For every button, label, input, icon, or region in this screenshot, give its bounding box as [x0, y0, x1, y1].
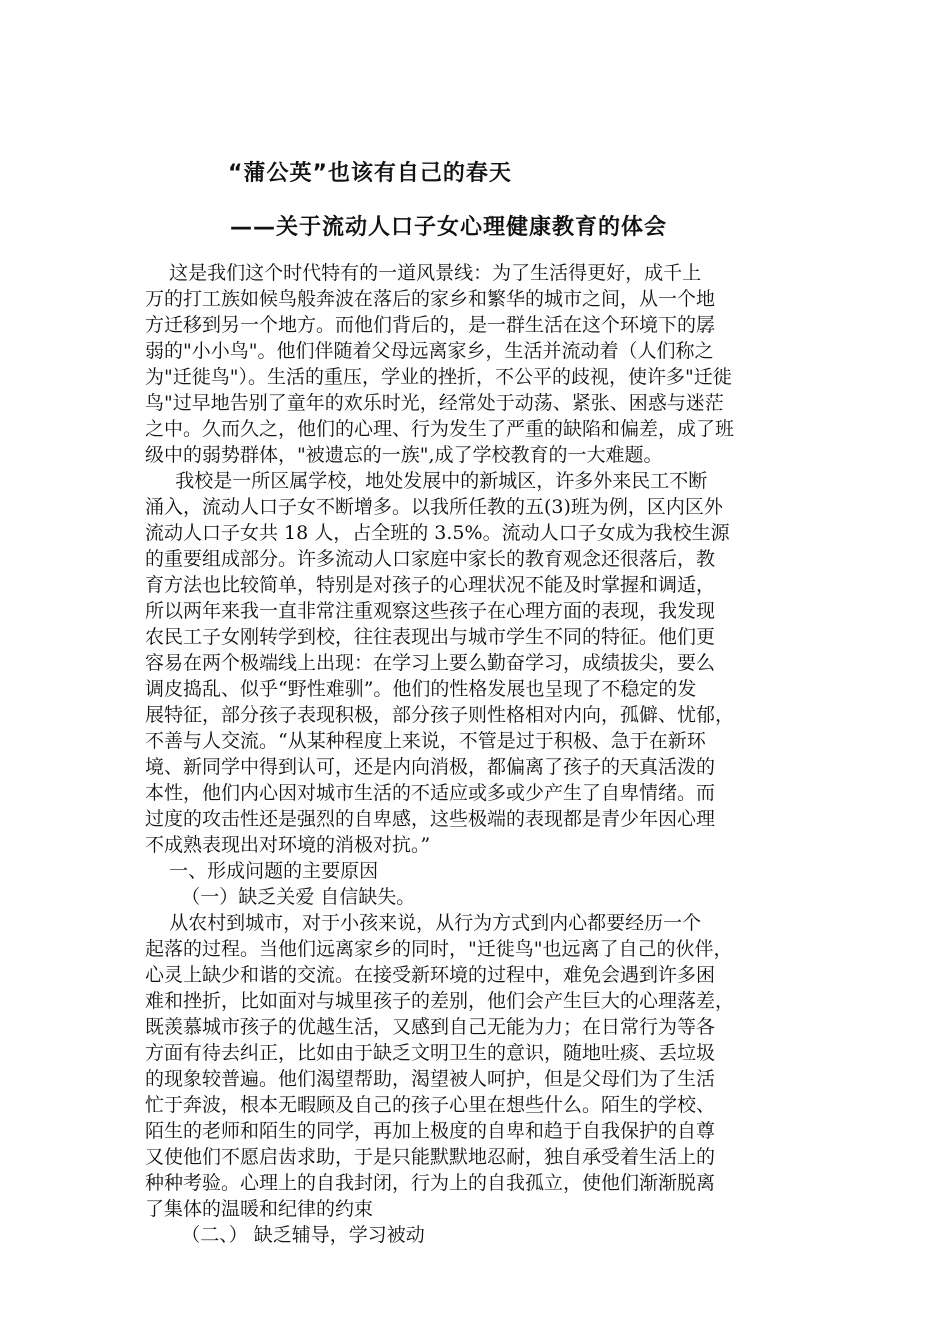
text-line: 陌生的老师和陌生的同学，再加上极度的自卑和趋于自我保护的自尊: [145, 1120, 716, 1142]
text-line: 方迁移到另一个地方。而他们背后的，是一群生活在这个环境下的孱: [145, 314, 716, 336]
text-line: 境、新同学中得到认可，还是内向消极，都偏离了孩子的天真活泼的: [145, 756, 716, 778]
text-line: 容易在两个极端线上出现：在学习上要么勤奋学习，成绩拔尖，要么: [145, 652, 716, 674]
document-title: “蒲公英”也该有自己的春天: [228, 161, 512, 186]
document-subtitle: ——关于流动人口子女心理健康教育的体会: [230, 215, 668, 240]
text-line: 级中的弱势群体，"被遗忘的一族",成了学校教育的一大难题。: [145, 444, 663, 466]
body-text: [145, 260, 815, 1248]
text-line: 展特征，部分孩子表现积极，部分孩子则性格相对内向，孤僻、忧郁，: [145, 704, 735, 726]
text-line: 为"迁徙鸟"）。生活的重压，学业的挫折，不公平的歧视，使许多"迁徙: [145, 366, 732, 388]
text-line: 起落的过程。当他们远离家乡的同时，"迁徙鸟"也远离了自己的伙伴，: [145, 938, 733, 960]
text-line: 忙于奔波，根本无暇顾及自己的孩子心里在想些什么。陌生的学校、: [145, 1094, 716, 1116]
text-line: 的现象较普遍。他们渴望帮助，渴望被人呵护，但是父母们为了生活: [145, 1068, 716, 1090]
text-line: 方面有待去纠正，比如由于缺乏文明卫生的意识，随地吐痰、丢垃圾: [145, 1042, 716, 1064]
text-line: 弱的"小小鸟"。他们伴随着父母远离家乡，生活并流动着（人们称之: [145, 340, 714, 362]
text-line: 不成熟表现出对环境的消极对抗。”: [145, 834, 431, 856]
text-line: 难和挫折，比如面对与城里孩子的差别，他们会产生巨大的心理落差，: [145, 990, 735, 1012]
text-line: （一）缺乏关爱 自信缺失。: [145, 886, 416, 908]
text-line: 调皮捣乱、似乎“野性难驯”。他们的性格发展也呈现了不稳定的发: [145, 678, 697, 700]
text-line: 育方法也比较简单，特别是对孩子的心理状况不能及时掌握和调适，: [145, 574, 716, 596]
text-line: 种种考验。心理上的自我封闭，行为上的自我孤立，使他们渐渐脱离: [145, 1172, 716, 1194]
text-line: 涌入，流动人口子女不断增多。以我所任教的五(3)班为例，区内区外: [145, 496, 723, 518]
text-line: 流动人口子女共 18 人，占全班的 3.5%。流动人口子女成为我校生源: [145, 522, 730, 544]
text-line: 所以两年来我一直非常注重观察这些孩子在心理方面的表现，我发现: [145, 600, 716, 622]
text-line: 本性，他们内心因对城市生活的不适应或多或少产生了自卑情绪。而: [145, 782, 716, 804]
text-line: 心灵上缺少和谐的交流。在接受新环境的过程中，难免会遇到许多困: [145, 964, 716, 986]
text-line: （二、） 缺乏辅导，学习被动: [145, 1224, 425, 1246]
text-line: 我校是一所区属学校，地处发展中的新城区，许多外来民工不断: [145, 470, 708, 492]
text-line: 鸟"过早地告别了童年的欢乐时光，经常处于动荡、紧张、困惑与迷茫: [145, 392, 724, 414]
text-line: 又使他们不愿启齿求助，于是只能默默地忍耐，独自承受着生活上的: [145, 1146, 716, 1168]
text-line: 的重要组成部分。许多流动人口家庭中家长的教育观念还很落后，教: [145, 548, 716, 570]
text-line: 不善与人交流。“从某种程度上来说，不管是过于积极、急于在新环: [145, 730, 706, 752]
text-line: 既羡慕城市孩子的优越生活，又感到自己无能为力；在日常行为等各: [145, 1016, 716, 1038]
text-line: 农民工子女刚转学到校，往往表现出与城市学生不同的特征。他们更: [145, 626, 716, 648]
text-line: 从农村到城市，对于小孩来说，从行为方式到内心都要经历一个: [145, 912, 702, 934]
text-line: 过度的攻击性还是强烈的自卑感，这些极端的表现都是青少年因心理: [145, 808, 716, 830]
text-line: 万的打工族如候鸟般奔波在落后的家乡和繁华的城市之间，从一个地: [145, 288, 716, 310]
text-line: 之中。久而久之，他们的心理、行为发生了严重的缺陷和偏差，成了班: [145, 418, 735, 440]
text-line: 了集体的温暖和纪律的约束: [145, 1198, 374, 1220]
text-line: 这是我们这个时代特有的一道风景线：为了生活得更好，成千上: [145, 262, 702, 284]
text-line: 一、形成问题的主要原因: [145, 860, 379, 882]
